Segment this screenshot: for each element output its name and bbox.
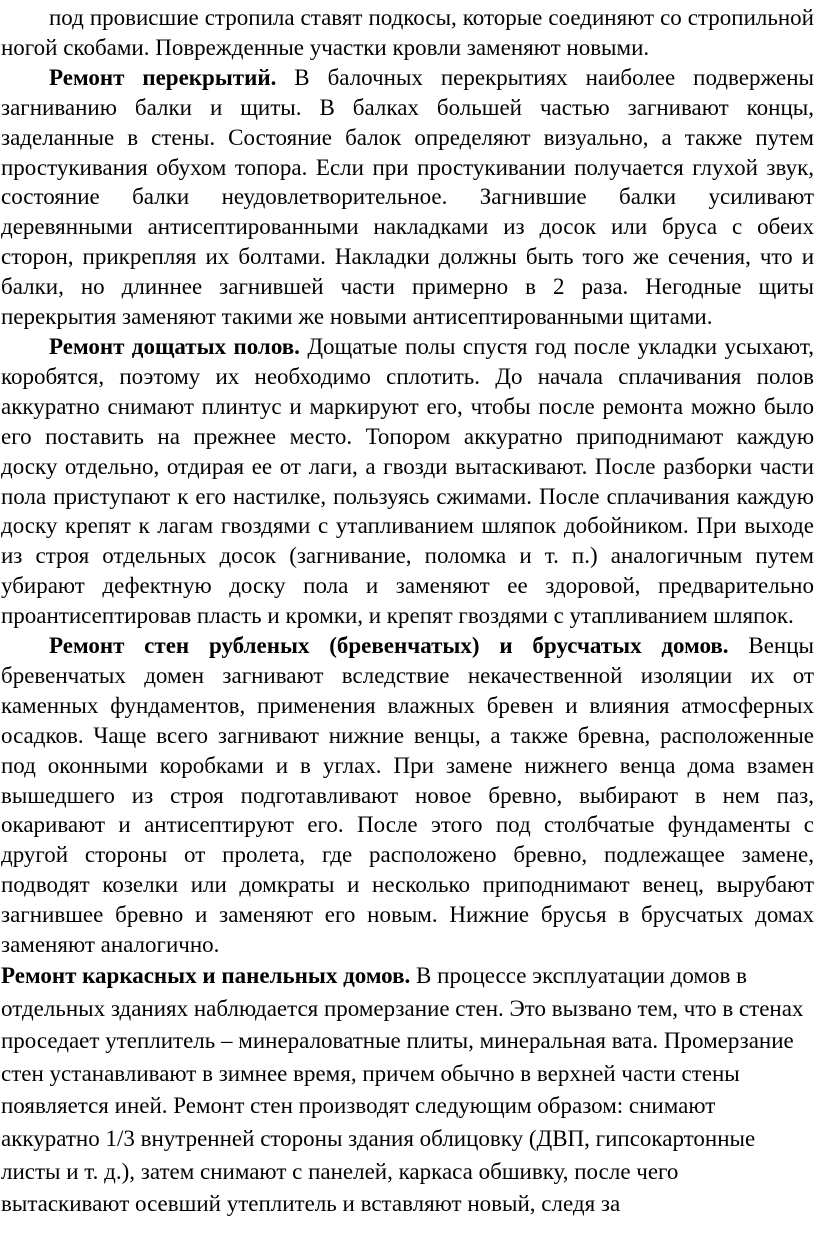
- paragraph-text: под провисшие стропила ставят подкосы, которые соединяют со стропильной ногой скобами. Поврежденные участки кровли заменяют новыми.: [1, 5, 814, 60]
- paragraph-floor-repair: [0, 63, 816, 332]
- paragraph-heading: Ремонт каркасных и панельных домов.: [1, 963, 411, 988]
- paragraph-heading: Ремонт дощатых полов.: [49, 333, 300, 359]
- paragraph-text: Дощатые полы спустя год после укладки усыхают, коробятся, поэтому их необходимо сплотить. До начала сплачивания полов аккуратно снимают плинтус и маркируют его, чтобы после ремонта можно было его поставить на прежнее место. Топором аккуратно приподнимают каждую доску отдельно, отдирая ее от лаги, а гвозди вытаскивают. После разборки части пола приступают к его настилке, пользуясь сжимами. После сплачивания каждую доску крепят к лагам гвоздями с утапливанием шляпок добойником. При выходе из строя отдельных досок (загнивание, поломка и т. п.) аналогичным путем убирают дефектную доску пола и заменяют ее здоровой, предварительно проантисептировав пласть и кромки, и крепят гвоздями с утапливанием шляпок.: [1, 333, 814, 629]
- paragraph-plank-floors: [0, 332, 816, 631]
- paragraph-text: В балочных перекрытиях наиболее подвержены загниванию балки и щиты. В балках большей частью загнивают концы, заделанные в стены. Состояние балок определяют визуально, а также путем простукивания обухом топора. Если при простукивании получается глухой звук, состояние балки неудовлетворительное. Загнившие балки усиливают деревянными антисептированными накладками из досок или бруса с обеих сторон, прикрепляя их болтами. Накладки должны быть того же сечения, что и балки, но длиннее загнившей части примерно в 2 раза. Негодные щиты перекрытия заменяют такими же новыми антисептированными щитами.: [1, 64, 814, 330]
- paragraph-text: Венцы бревенчатых домен загнивают вследствие некачественной изоляции их от каменных фундаментов, применения влажных бревен и влияния атмосферных осадков. Чаще всего загнивают нижние венцы, а также бревна, расположенные под оконными коробками и в углах. При замене нижнего венца дома взамен вышедшего из строя подготавливают новое бревно, выбирают в нем паз, окаривают и антисептируют его. После этого под столбчатые фундаменты с другой стороны от пролета, где расположено бревно, подлежащее замене, подводят козелки или домкраты и несколько приподнимают венец, вырубают загнившее бревно и заменяют его новым. Нижние брусья в брусчатых домах заменяют аналогично.: [1, 633, 814, 958]
- paragraph-frame-panel-houses: [0, 960, 816, 1221]
- paragraph-text: В процессе эксплуатации домов в отдельных зданиях наблюдается промерзание стен. Это вызвано тем, что в стенах проседает утеплитель – минераловатные плиты, минеральная вата. Промерзание стен устанавливают в зимнее время, причем обычно в верхней части стены появляется иней. Ремонт стен производят следующим образом: снимают аккуратно 1/3 внутренней стороны здания облицовку (ДВП, гипсокартонные листы и т. д.), затем снимают с панелей, каркаса обшивку, после чего вытаскивают осевший утеплитель и вставляют новый, следя за: [1, 963, 804, 1217]
- paragraph-roof-continuation: [0, 3, 816, 63]
- paragraph-log-walls: [0, 631, 816, 960]
- paragraph-heading: Ремонт стен рубленых (бревенчатых) и брусчатых домов.: [49, 633, 729, 659]
- paragraph-heading: Ремонт перекрытий.: [49, 64, 277, 90]
